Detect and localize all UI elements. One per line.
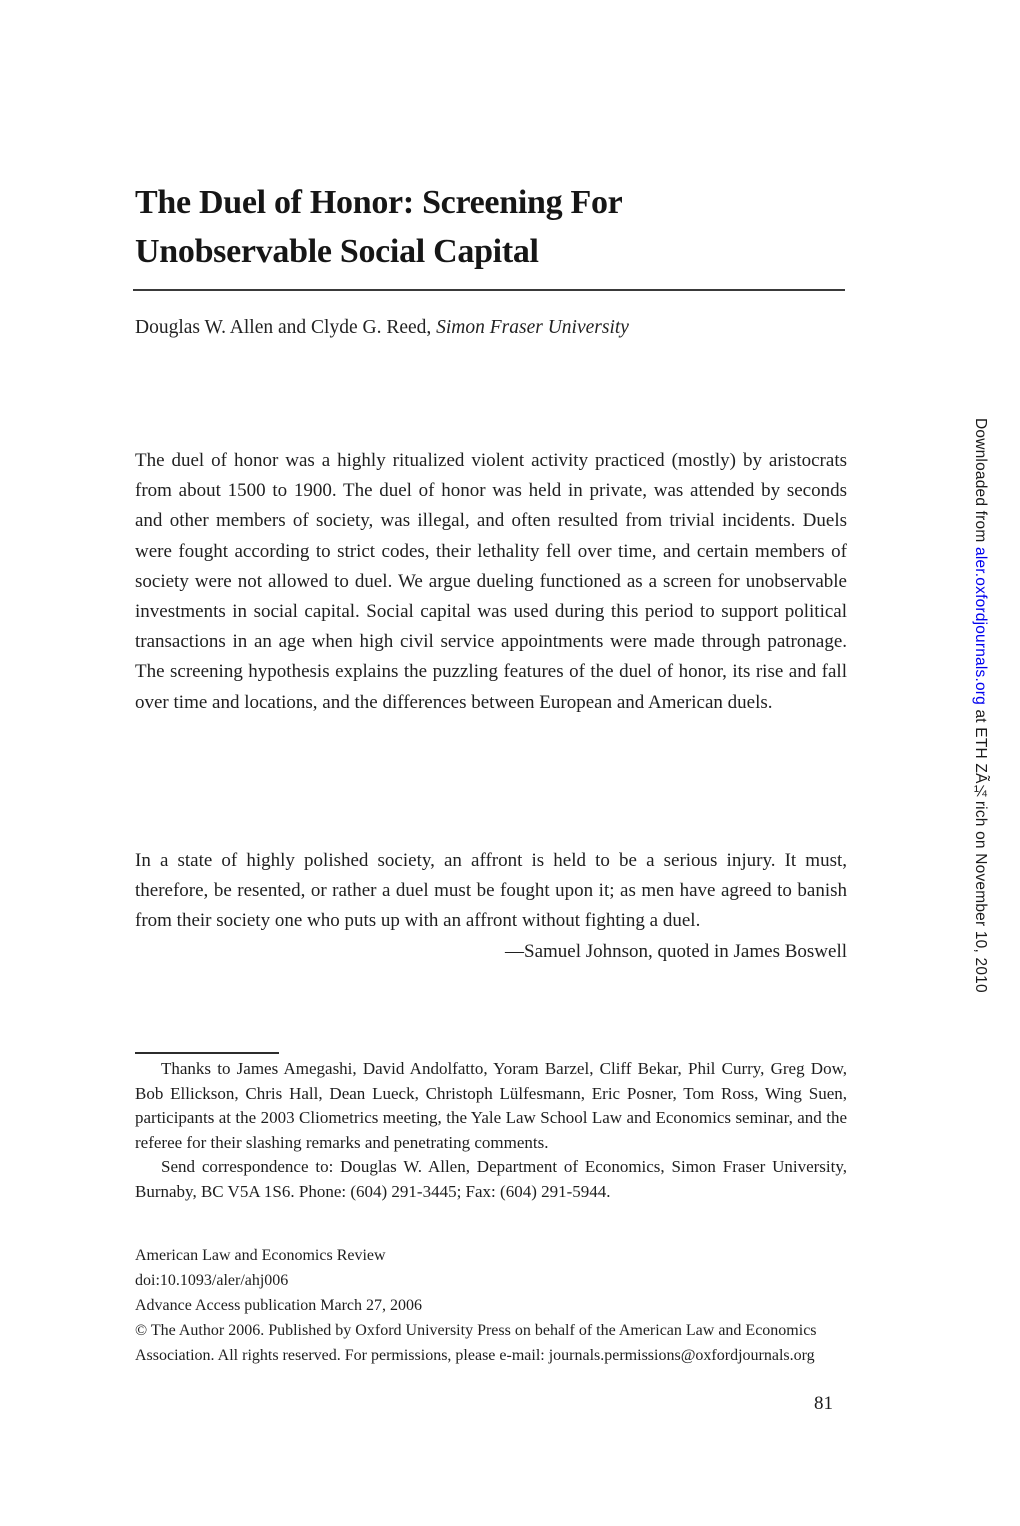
watermark-journal-link[interactable]: aler.oxfordjournals.org (972, 547, 989, 705)
paper-title-line-1: The Duel of Honor: Screening For (135, 184, 623, 221)
author-affiliation: Simon Fraser University (436, 317, 629, 338)
epigraph-quote-text: In a state of highly polished society, an affront is held to be a serious injury. It must, therefore, be resented, or rather a duel must be fought upon it; as men have agreed to banish from their society one who puts up with an affront without fighting a duel. (135, 850, 847, 932)
imprint-copyright-line-2: Association. All rights reserved. For permissions, please e-mail: journals.permissions@oxfordjournals.org (135, 1347, 815, 1364)
imprint-journal-name: American Law and Economics Review (135, 1247, 386, 1264)
imprint-advance-access: Advance Access publication March 27, 2006 (135, 1297, 423, 1314)
page-number: 81 (814, 1393, 833, 1414)
imprint-block (135, 1243, 847, 1368)
epigraph-quote (135, 846, 847, 967)
download-watermark (961, 418, 989, 1118)
title-divider-rule (133, 289, 845, 291)
imprint-doi: doi:10.1093/aler/ahj006 (135, 1272, 289, 1289)
author-byline (135, 317, 847, 339)
watermark-prefix: Downloaded from (972, 418, 989, 547)
epigraph-attribution: —Samuel Johnson, quoted in James Boswell (505, 940, 847, 962)
paper-title-line-2: Unobservable Social Capital (135, 233, 539, 270)
footnote-block (135, 1057, 847, 1205)
paper-title (135, 178, 847, 276)
footnote-correspondence: Send correspondence to: Douglas W. Allen, Department of Economics, Simon Fraser University, Burnaby, BC V5A 1S6. Phone: (604) 291-3445; Fax: (604) 291-5944. (135, 1157, 847, 1201)
abstract-paragraph: The duel of honor was a highly ritualized violent activity practiced (mostly) by aristocrats from about 1500 to 1900. The duel of honor was held in private, was attended by seconds and other members of society, was illegal, and often resulted from trivial incidents. Duels were fought according to strict codes, their lethality fell over time, and certain members of society were not allowed to duel. We argue dueling functioned as a screen for unobservable investments in social capital. Social capital was used during this period to support political transactions in an age when high civil service appointments were made through patronage. The screening hypothesis explains the puzzling features of the duel of honor, its rise and fall over time and locations, and the differences between European and American duels. (135, 450, 847, 713)
watermark-suffix: at ETH ZÃ¼rich on November 10, 2010 (972, 704, 989, 993)
imprint-copyright-line-1: © The Author 2006. Published by Oxford University Press on behalf of the American Law and Economics (135, 1322, 817, 1339)
footnote-divider-rule (135, 1052, 279, 1054)
footnote-thanks: Thanks to James Amegashi, David Andolfatto, Yoram Barzel, Cliff Bekar, Phil Curry, Greg Dow, Bob Ellickson, Chris Hall, Dean Lueck, Christoph Lülfesmann, Eric Posner, Tom Ross, Wing Suen, participants at the 2003 Cliometrics meeting, the Yale Law School Law and Economics seminar, and the referee for their slashing remarks and penetrating comments. (135, 1059, 847, 1152)
author-names: Douglas W. Allen and Clyde G. Reed, (135, 317, 437, 338)
